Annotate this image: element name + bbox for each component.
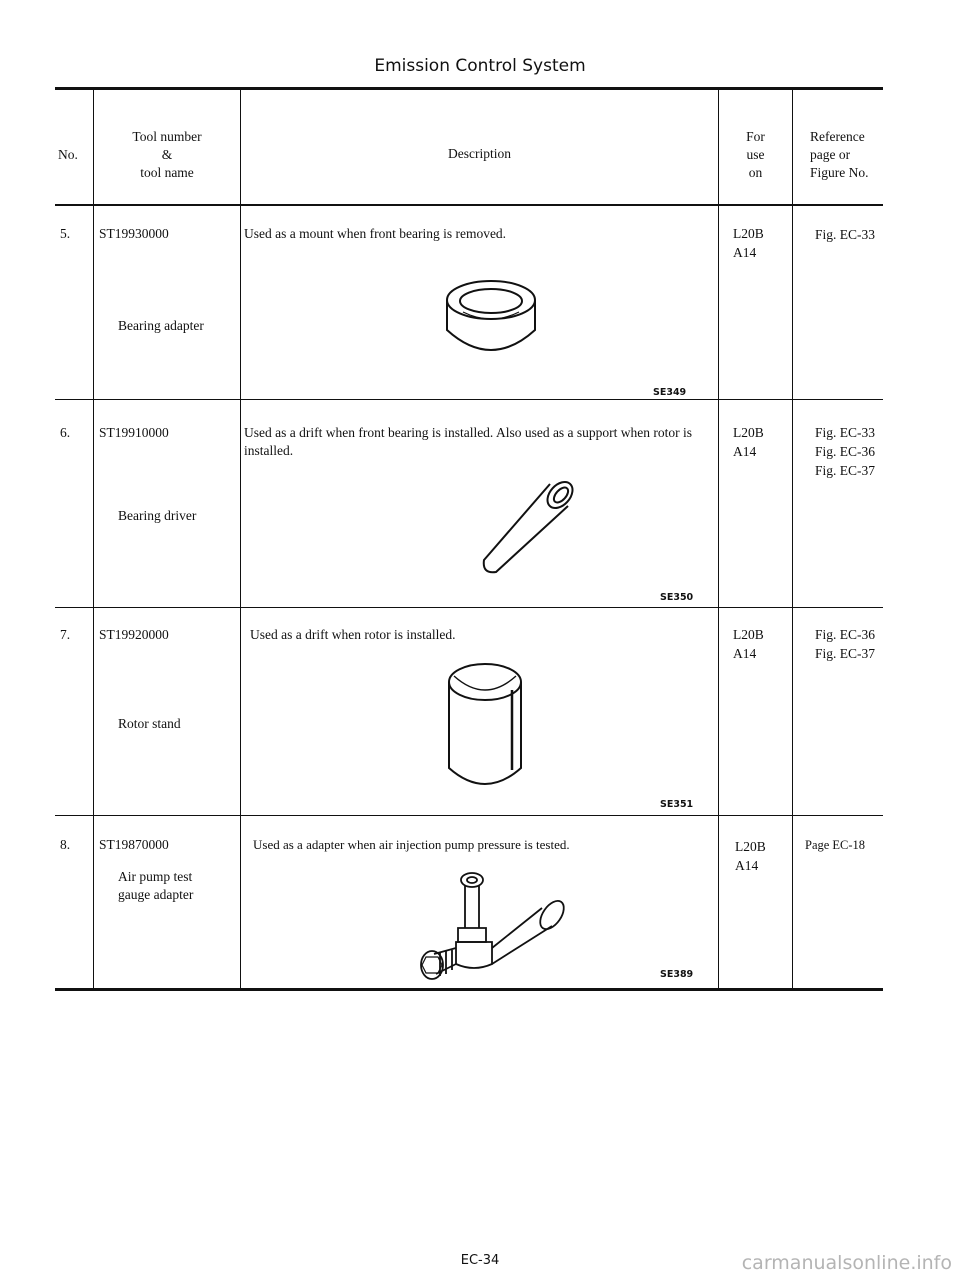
- header-reference-line: page or: [810, 147, 851, 162]
- tool-name-line: Air pump test: [118, 869, 193, 884]
- for-use-line: A14: [735, 858, 759, 873]
- column-divider: [718, 90, 719, 989]
- header-tool-line: &: [161, 147, 173, 162]
- for-use-line: L20B: [735, 839, 766, 854]
- header-for-use-line: on: [748, 165, 763, 180]
- tool-number: ST19920000: [99, 627, 169, 642]
- row-divider: [55, 399, 883, 400]
- row-number: 5.: [60, 226, 71, 241]
- header-for-use-line: For: [746, 129, 765, 144]
- figure-code: SE349: [653, 387, 687, 398]
- tool-description: Used as a drift when front bearing is installed. Also used as a support when rotor is installed.: [244, 425, 693, 458]
- figure-code: SE350: [660, 592, 694, 603]
- tool-description: Used as a mount when front bearing is removed.: [244, 226, 507, 241]
- header-for-use: [719, 128, 792, 182]
- header-no: No.: [58, 147, 78, 162]
- for-use-line: A14: [733, 444, 757, 459]
- for-use-line: A14: [733, 646, 757, 661]
- rotor-stand-illustration: [440, 660, 530, 798]
- header-for-use-line: use: [746, 147, 765, 162]
- tool-description: Used as a adapter when air injection pump pressure is tested.: [253, 837, 570, 852]
- tool-number: ST19930000: [99, 226, 169, 241]
- tool-name: Bearing adapter: [118, 318, 204, 333]
- tool-name-line: gauge adapter: [118, 887, 194, 902]
- reference-line: Fig. EC-33: [815, 425, 876, 440]
- for-use-line: L20B: [733, 425, 764, 440]
- tool-name: Bearing driver: [118, 508, 197, 523]
- column-divider: [93, 90, 94, 989]
- header-top-rule: [55, 87, 883, 90]
- page-title: Emission Control System: [374, 56, 586, 76]
- row-number: 8.: [60, 837, 71, 852]
- row-number: 7.: [60, 627, 71, 642]
- for-use-line: L20B: [733, 226, 764, 241]
- header-description: Description: [448, 146, 511, 161]
- column-divider: [240, 90, 241, 989]
- row-divider: [55, 815, 883, 816]
- reference-line: Fig. EC-36: [815, 444, 876, 459]
- header-tool-line: Tool number: [132, 129, 202, 144]
- row-number: 6.: [60, 425, 71, 440]
- header-reference: [810, 128, 869, 182]
- header-tool: [94, 128, 240, 182]
- figure-code: SE389: [660, 969, 694, 980]
- figure-code: SE351: [660, 799, 694, 810]
- air-pump-test-gauge-adapter-illustration: [412, 868, 577, 982]
- for-use-line: A14: [733, 245, 757, 260]
- tool-number: ST19910000: [99, 425, 169, 440]
- row-divider: [55, 607, 883, 608]
- header-reference-line: Reference: [810, 129, 865, 144]
- bearing-driver-illustration: [476, 474, 588, 586]
- watermark: carmanualsonline.info: [741, 1252, 952, 1274]
- reference-line: Fig. EC-37: [815, 463, 876, 478]
- tool-name: [118, 868, 193, 904]
- reference-line: Fig. EC-36: [815, 627, 876, 642]
- tool-description: Used as a drift when rotor is installed.: [250, 627, 456, 642]
- page-number: EC-34: [460, 1253, 500, 1268]
- for-use-line: L20B: [733, 627, 764, 642]
- reference-line: Fig. EC-33: [815, 227, 876, 242]
- column-divider: [792, 90, 793, 989]
- reference-line: Page EC-18: [805, 838, 866, 852]
- tool-number: ST19870000: [99, 837, 169, 852]
- header-reference-line: Figure No.: [810, 165, 869, 180]
- table-bottom-rule: [55, 988, 883, 991]
- tool-name: Rotor stand: [118, 716, 181, 731]
- header-tool-line: tool name: [140, 165, 194, 180]
- reference-line: Fig. EC-37: [815, 646, 876, 661]
- header-bottom-rule: [55, 204, 883, 206]
- bearing-adapter-illustration: [438, 278, 544, 362]
